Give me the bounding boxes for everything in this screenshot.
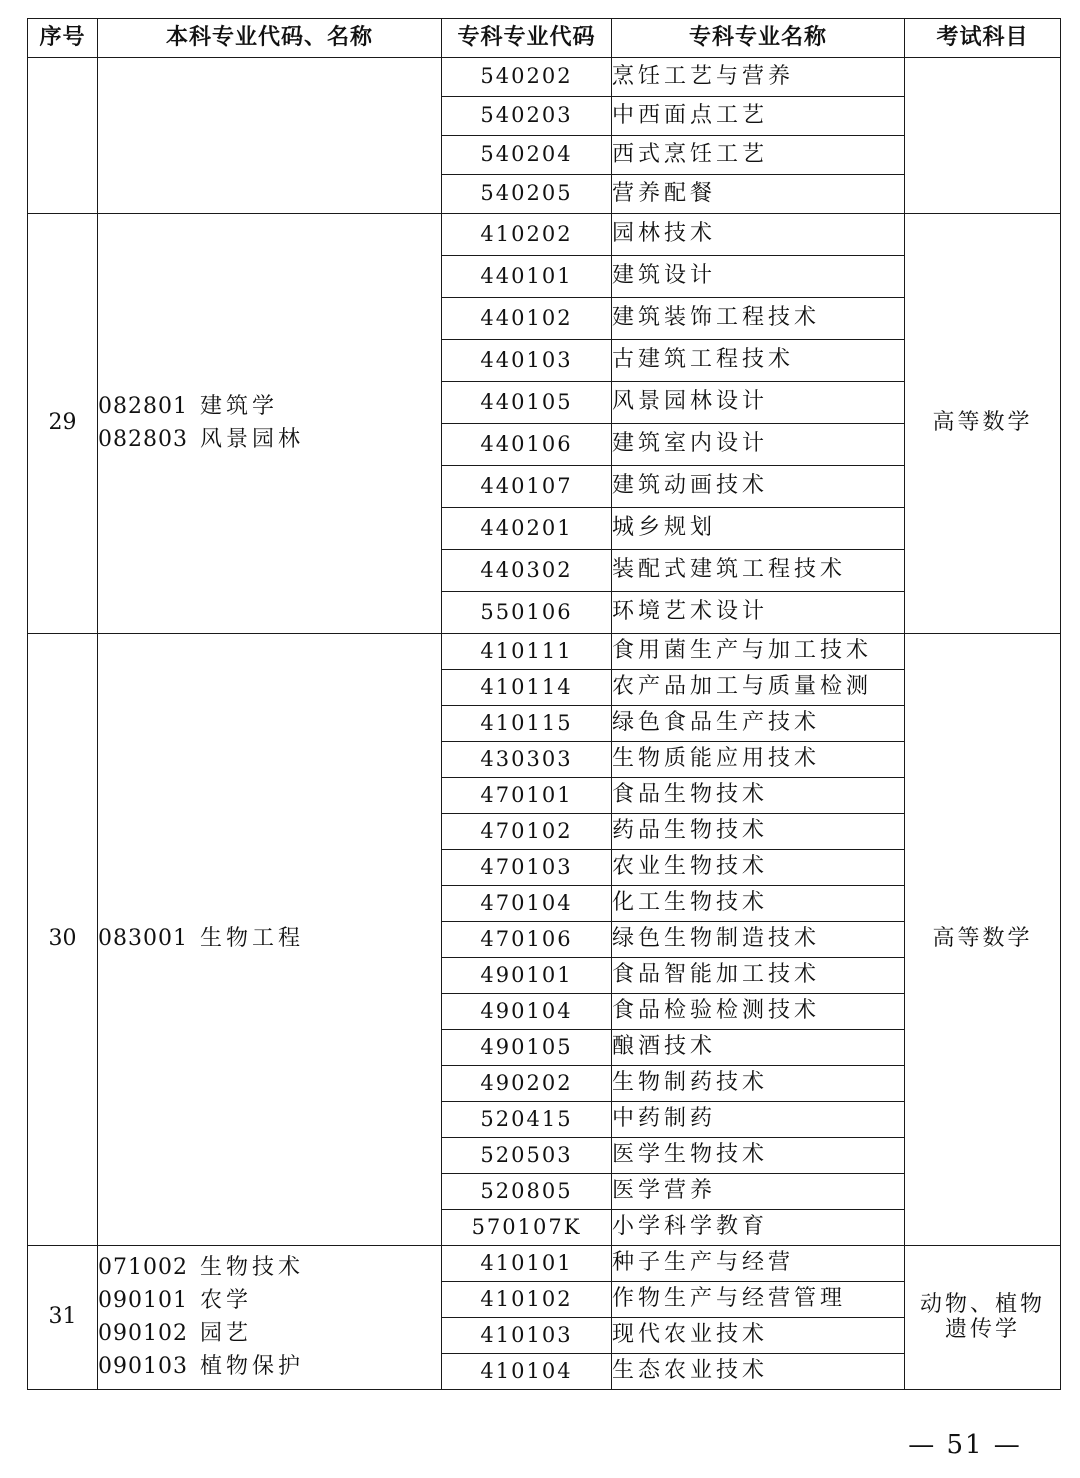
vocational-name-cell: 风景园林设计 bbox=[612, 382, 905, 424]
vocational-name-cell: 生态农业技术 bbox=[612, 1354, 905, 1390]
vocational-code-cell: 520415 bbox=[442, 1102, 612, 1138]
vocational-code-cell: 410111 bbox=[442, 634, 612, 670]
page-number: — 51 — bbox=[908, 1430, 1022, 1460]
vocational-code-cell: 410104 bbox=[442, 1354, 612, 1390]
exam-subject: 动物、植物 bbox=[919, 1292, 1045, 1318]
vocational-name-cell: 绿色生物制造技术 bbox=[612, 922, 905, 958]
header-code: 专科专业代码 bbox=[442, 19, 612, 58]
vocational-name-cell: 城乡规划 bbox=[612, 508, 905, 550]
vocational-code-cell: 520805 bbox=[442, 1174, 612, 1210]
undergrad-name: 植物保护 bbox=[200, 1353, 305, 1379]
vocational-name-cell: 中药制药 bbox=[612, 1102, 905, 1138]
undergrad-code: 071002 bbox=[98, 1254, 188, 1280]
exam-subject: 高等数学 bbox=[932, 926, 1033, 952]
undergrad-code: 083001 bbox=[98, 926, 188, 952]
vocational-code-cell: 520503 bbox=[442, 1138, 612, 1174]
undergrad-major bbox=[98, 1252, 441, 1285]
vocational-name-cell: 装配式建筑工程技术 bbox=[612, 550, 905, 592]
vocational-code-cell: 410101 bbox=[442, 1246, 612, 1282]
vocational-name-cell: 建筑装饰工程技术 bbox=[612, 298, 905, 340]
vocational-code-cell: 490105 bbox=[442, 1030, 612, 1066]
vocational-name-cell: 烹饪工艺与营养 bbox=[612, 58, 905, 97]
vocational-code-cell: 490101 bbox=[442, 958, 612, 994]
row-index-cell: 30 bbox=[28, 634, 98, 1246]
vocational-name-cell: 农业生物技术 bbox=[612, 850, 905, 886]
undergrad-code: 090103 bbox=[98, 1353, 188, 1379]
vocational-code-cell: 410115 bbox=[442, 706, 612, 742]
table-row bbox=[28, 634, 1061, 670]
undergrad-cell bbox=[98, 634, 442, 1246]
vocational-name-cell: 酿酒技术 bbox=[612, 1030, 905, 1066]
vocational-name-cell: 建筑室内设计 bbox=[612, 424, 905, 466]
vocational-name-cell: 现代农业技术 bbox=[612, 1318, 905, 1354]
undergrad-name: 生物技术 bbox=[200, 1254, 305, 1280]
table-row bbox=[28, 1246, 1061, 1282]
vocational-name-cell: 绿色食品生产技术 bbox=[612, 706, 905, 742]
vocational-code-cell: 440105 bbox=[442, 382, 612, 424]
table-row bbox=[28, 214, 1061, 256]
vocational-name-cell: 生物制药技术 bbox=[612, 1066, 905, 1102]
undergrad-cell bbox=[98, 214, 442, 634]
header-index: 序号 bbox=[28, 19, 98, 58]
vocational-code-cell: 440103 bbox=[442, 340, 612, 382]
vocational-code-cell: 440107 bbox=[442, 466, 612, 508]
row-index-cell bbox=[28, 58, 98, 214]
vocational-code-cell: 470103 bbox=[442, 850, 612, 886]
vocational-code-cell: 470104 bbox=[442, 886, 612, 922]
undergrad-cell bbox=[98, 58, 442, 214]
undergrad-code: 082803 bbox=[98, 426, 188, 452]
vocational-code-cell: 470106 bbox=[442, 922, 612, 958]
vocational-code-cell: 430303 bbox=[442, 742, 612, 778]
vocational-code-cell: 540203 bbox=[442, 97, 612, 136]
vocational-code-cell: 540202 bbox=[442, 58, 612, 97]
header-row bbox=[28, 19, 1061, 58]
vocational-name-cell: 医学生物技术 bbox=[612, 1138, 905, 1174]
vocational-name-cell: 西式烹饪工艺 bbox=[612, 136, 905, 175]
header-subject: 考试科目 bbox=[905, 19, 1061, 58]
undergrad-major bbox=[98, 424, 441, 457]
vocational-name-cell: 建筑设计 bbox=[612, 256, 905, 298]
vocational-name-cell: 食品智能加工技术 bbox=[612, 958, 905, 994]
vocational-name-cell: 种子生产与经营 bbox=[612, 1246, 905, 1282]
vocational-code-cell: 570107K bbox=[442, 1210, 612, 1246]
undergrad-name: 风景园林 bbox=[200, 426, 305, 452]
vocational-name-cell: 作物生产与经营管理 bbox=[612, 1282, 905, 1318]
exam-subject: 高等数学 bbox=[932, 410, 1033, 436]
undergrad-name: 园艺 bbox=[200, 1320, 253, 1346]
vocational-code-cell: 440102 bbox=[442, 298, 612, 340]
vocational-name-cell: 古建筑工程技术 bbox=[612, 340, 905, 382]
vocational-name-cell: 化工生物技术 bbox=[612, 886, 905, 922]
vocational-code-cell: 470101 bbox=[442, 778, 612, 814]
vocational-code-cell: 410114 bbox=[442, 670, 612, 706]
undergrad-code: 090102 bbox=[98, 1320, 188, 1346]
vocational-name-cell: 环境艺术设计 bbox=[612, 592, 905, 634]
undergrad-cell bbox=[98, 1246, 442, 1390]
exam-subject: 遗传学 bbox=[944, 1316, 1020, 1342]
header-name: 专科专业名称 bbox=[612, 19, 905, 58]
vocational-name-cell: 食品检验检测技术 bbox=[612, 994, 905, 1030]
row-index-cell: 31 bbox=[28, 1246, 98, 1390]
vocational-code-cell: 540204 bbox=[442, 136, 612, 175]
table-row bbox=[28, 58, 1061, 97]
vocational-name-cell: 药品生物技术 bbox=[612, 814, 905, 850]
vocational-code-cell: 440201 bbox=[442, 508, 612, 550]
undergrad-major bbox=[98, 1351, 441, 1384]
vocational-code-cell: 470102 bbox=[442, 814, 612, 850]
exam-subject-cell bbox=[905, 1246, 1061, 1390]
undergrad-major bbox=[98, 1285, 441, 1318]
undergrad-name: 建筑学 bbox=[200, 393, 279, 419]
vocational-name-cell: 食品生物技术 bbox=[612, 778, 905, 814]
vocational-name-cell: 中西面点工艺 bbox=[612, 97, 905, 136]
exam-subject-cell bbox=[905, 634, 1061, 1246]
undergrad-code: 090101 bbox=[98, 1287, 188, 1313]
vocational-name-cell: 营养配餐 bbox=[612, 175, 905, 214]
vocational-code-cell: 440106 bbox=[442, 424, 612, 466]
undergrad-major bbox=[98, 1318, 441, 1351]
row-index-cell: 29 bbox=[28, 214, 98, 634]
undergrad-name: 生物工程 bbox=[200, 926, 305, 952]
vocational-code-cell: 490104 bbox=[442, 994, 612, 1030]
header-undergrad: 本科专业代码、名称 bbox=[98, 19, 442, 58]
vocational-code-cell: 440101 bbox=[442, 256, 612, 298]
vocational-code-cell: 410202 bbox=[442, 214, 612, 256]
vocational-name-cell: 医学营养 bbox=[612, 1174, 905, 1210]
vocational-name-cell: 建筑动画技术 bbox=[612, 466, 905, 508]
exam-subject-cell bbox=[905, 58, 1061, 214]
vocational-code-cell: 440302 bbox=[442, 550, 612, 592]
undergrad-code: 082801 bbox=[98, 393, 188, 419]
vocational-name-cell: 食用菌生产与加工技术 bbox=[612, 634, 905, 670]
vocational-name-cell: 小学科学教育 bbox=[612, 1210, 905, 1246]
vocational-name-cell: 农产品加工与质量检测 bbox=[612, 670, 905, 706]
undergrad-major bbox=[98, 391, 441, 424]
vocational-code-cell: 550106 bbox=[442, 592, 612, 634]
undergrad-major bbox=[98, 923, 441, 956]
vocational-name-cell: 园林技术 bbox=[612, 214, 905, 256]
table-body bbox=[28, 58, 1061, 1390]
exam-subject-cell bbox=[905, 214, 1061, 634]
undergrad-name: 农学 bbox=[200, 1287, 253, 1313]
vocational-name-cell: 生物质能应用技术 bbox=[612, 742, 905, 778]
vocational-code-cell: 410103 bbox=[442, 1318, 612, 1354]
vocational-code-cell: 540205 bbox=[442, 175, 612, 214]
vocational-code-cell: 490202 bbox=[442, 1066, 612, 1102]
vocational-code-cell: 410102 bbox=[442, 1282, 612, 1318]
majors-table bbox=[27, 18, 1061, 1390]
